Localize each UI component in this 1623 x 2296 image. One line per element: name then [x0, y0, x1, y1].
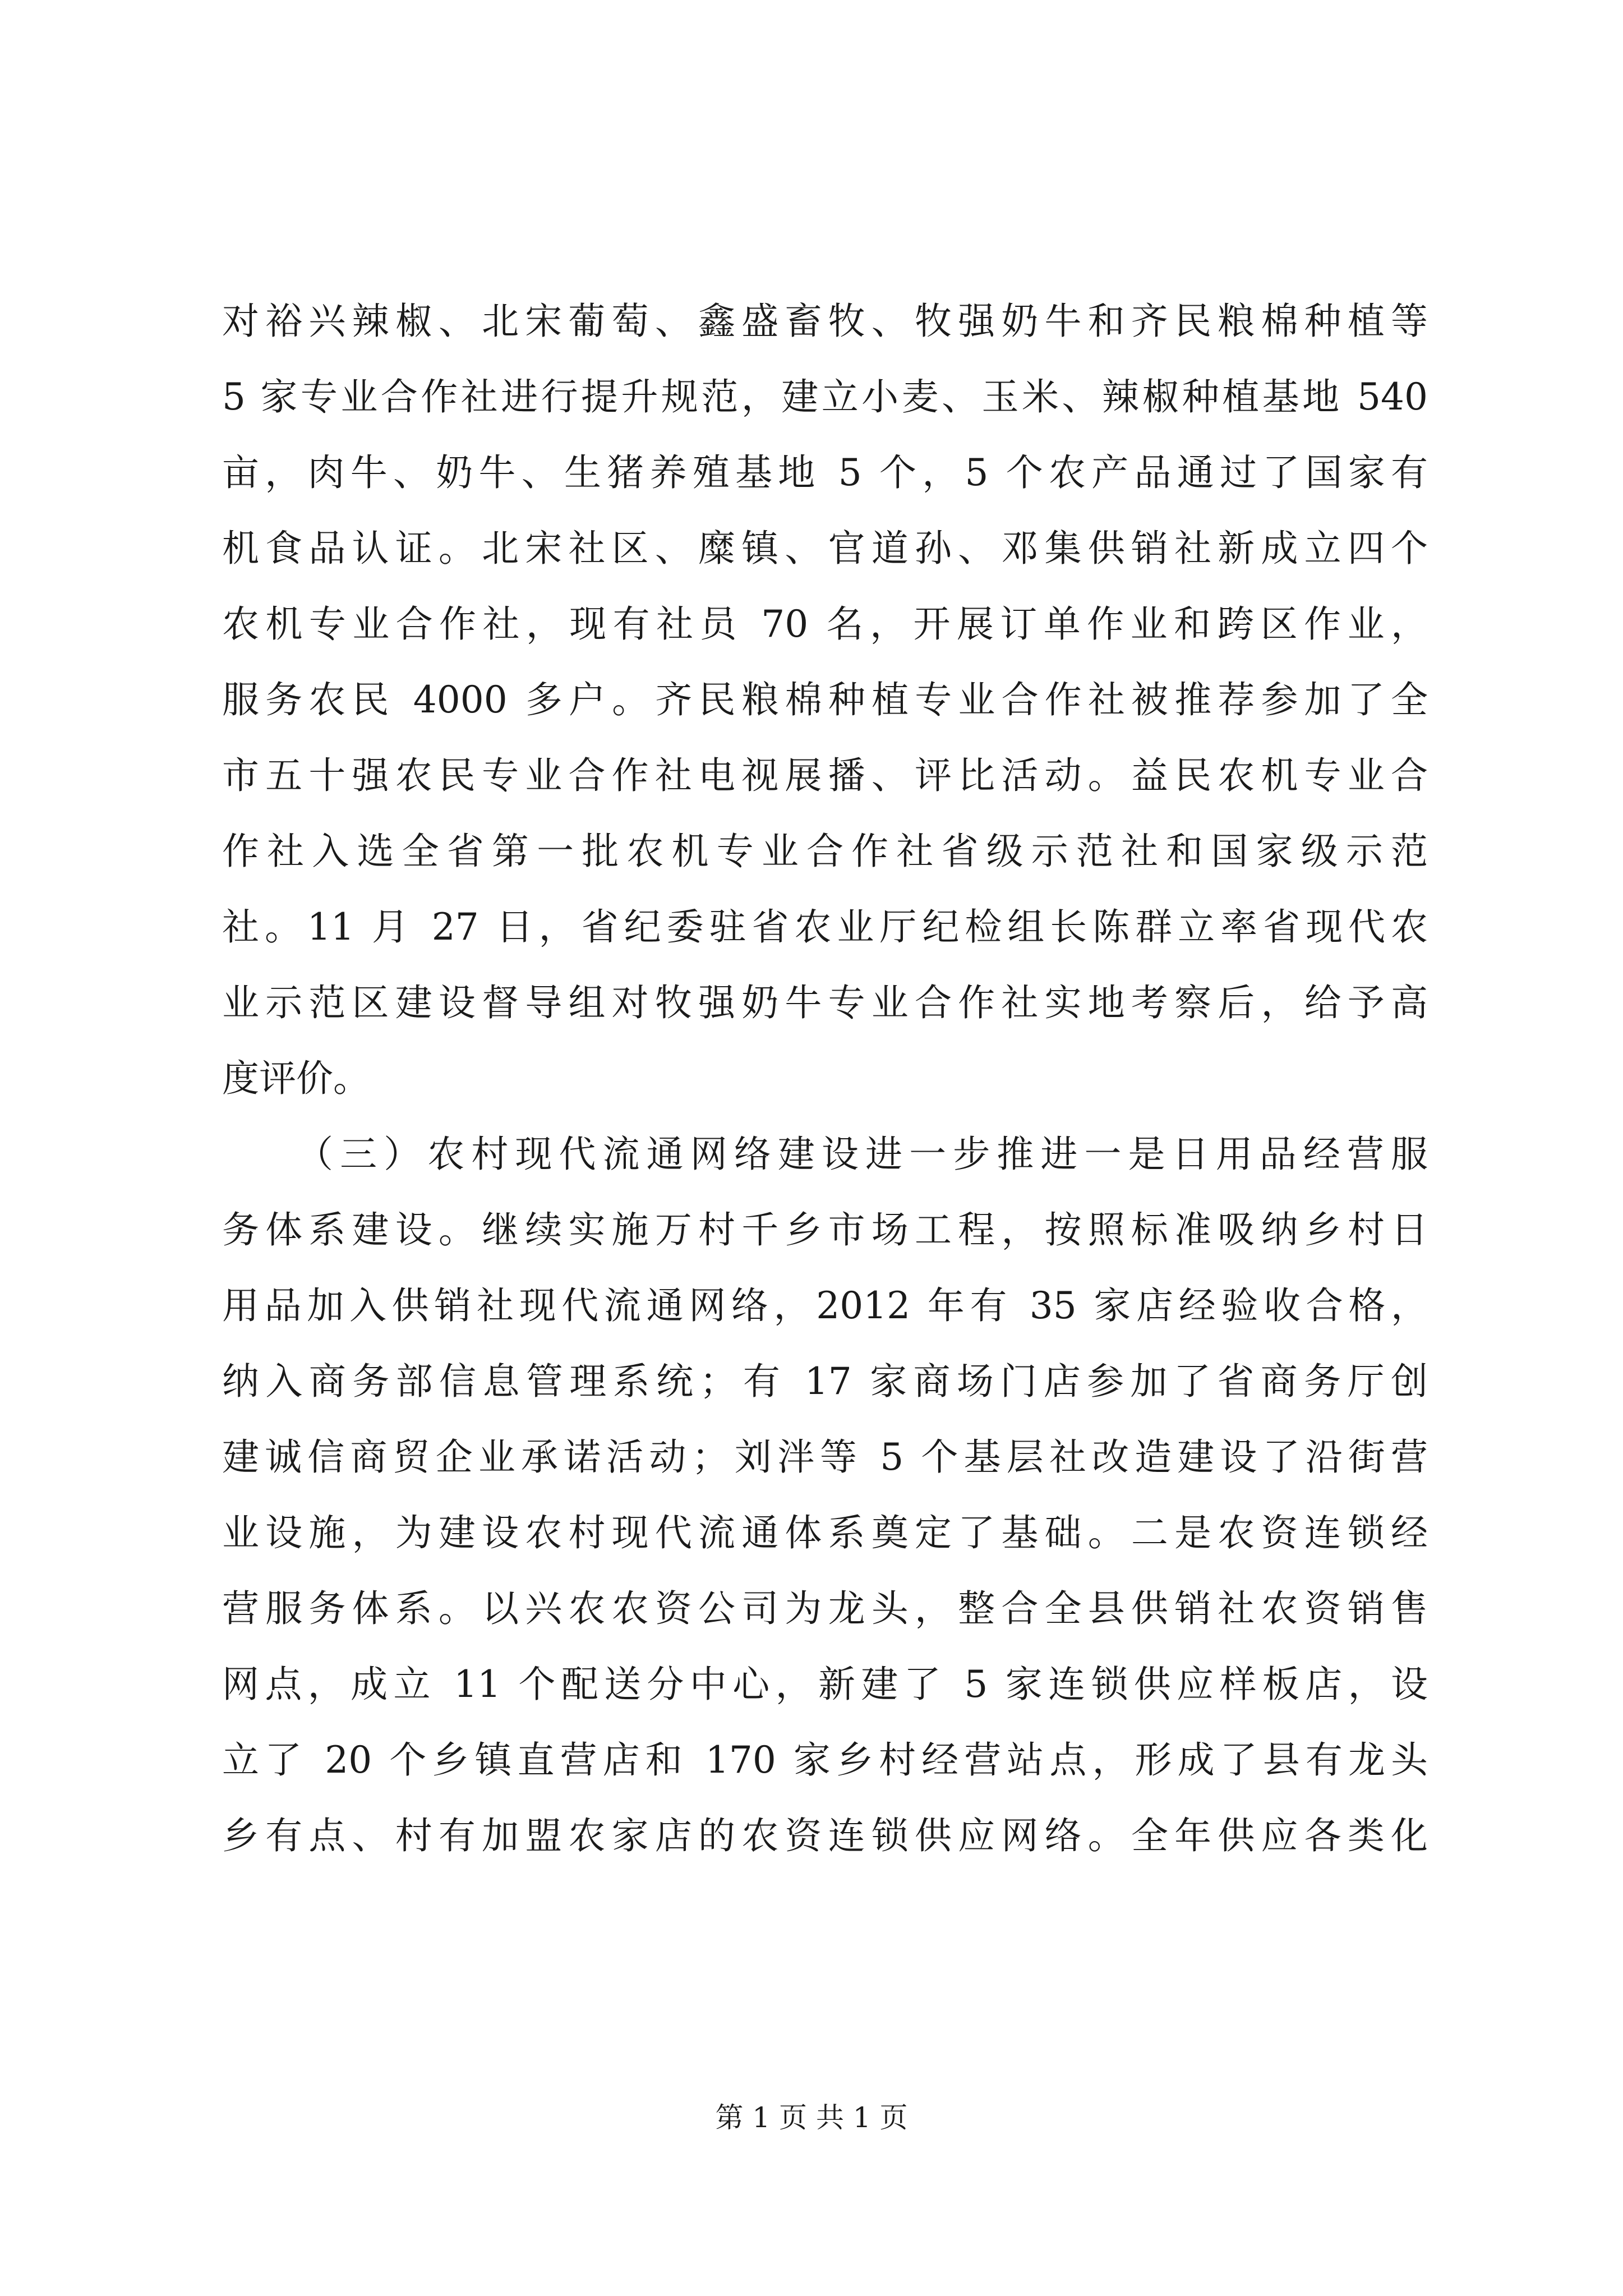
text-line: （三）农村现代流通网络建设进一步推进一是日用品经营服	[296, 1133, 1428, 1176]
document-body	[222, 283, 1428, 1874]
text-line: 作社入选全省第一批农机专业合作社省级示范社和国家级示范	[222, 830, 1428, 873]
text-line: 营服务体系。以兴农农资公司为龙头，整合全县供销社农资销售	[222, 1587, 1428, 1630]
text-line: 网点，成立 11 个配送分中心，新建了 5 家连锁供应样板店，设	[222, 1663, 1428, 1706]
text-line: 度评价。	[222, 1057, 370, 1100]
text-line: 市五十强农民专业合作社电视展播、评比活动。益民农机专业合	[222, 754, 1428, 797]
text-line: 对裕兴辣椒、北宋葡萄、鑫盛畜牧、牧强奶牛和齐民粮棉种植等	[222, 300, 1428, 343]
text-line: 亩，肉牛、奶牛、生猪养殖基地 5 个，5 个农产品通过了国家有	[222, 451, 1428, 494]
text-line: 纳入商务部信息管理系统；有 17 家商场门店参加了省商务厅创	[222, 1360, 1428, 1403]
text-line: 务体系建设。继续实施万村千乡市场工程，按照标准吸纳乡村日	[222, 1208, 1428, 1251]
text-line: 乡有点、村有加盟农家店的农资连锁供应网络。全年供应各类化	[222, 1814, 1428, 1857]
text-line: 服务农民 4000 多户。齐民粮棉种植专业合作社被推荐参加了全	[222, 678, 1428, 721]
text-line: 用品加入供销社现代流通网络，2012 年有 35 家店经验收合格，	[222, 1284, 1428, 1327]
text-line: 机食品认证。北宋社区、糜镇、官道孙、邓集供销社新成立四个	[222, 527, 1428, 570]
text-line: 业设施，为建设农村现代流通体系奠定了基础。二是农资连锁经	[222, 1511, 1428, 1554]
paragraph	[222, 283, 1428, 1116]
page-footer: 第 1 页 共 1 页	[715, 2101, 908, 2134]
text-line: 立了 20 个乡镇直营店和 170 家乡村经营站点，形成了县有龙头	[222, 1738, 1428, 1782]
text-line: 社。11 月 27 日，省纪委驻省农业厅纪检组长陈群立率省现代农	[222, 905, 1428, 949]
text-line: 业示范区建设督导组对牧强奶牛专业合作社实地考察后，给予高	[222, 981, 1428, 1024]
text-line: 5 家专业合作社进行提升规范，建立小麦、玉米、辣椒种植基地 540	[222, 375, 1428, 418]
paragraph	[222, 1116, 1428, 1874]
text-line: 农机专业合作社，现有社员 70 名，开展订单作业和跨区作业，	[222, 602, 1428, 646]
text-line: 建诚信商贸企业承诺活动；刘泮等 5 个基层社改造建设了沿街营	[222, 1435, 1428, 1479]
